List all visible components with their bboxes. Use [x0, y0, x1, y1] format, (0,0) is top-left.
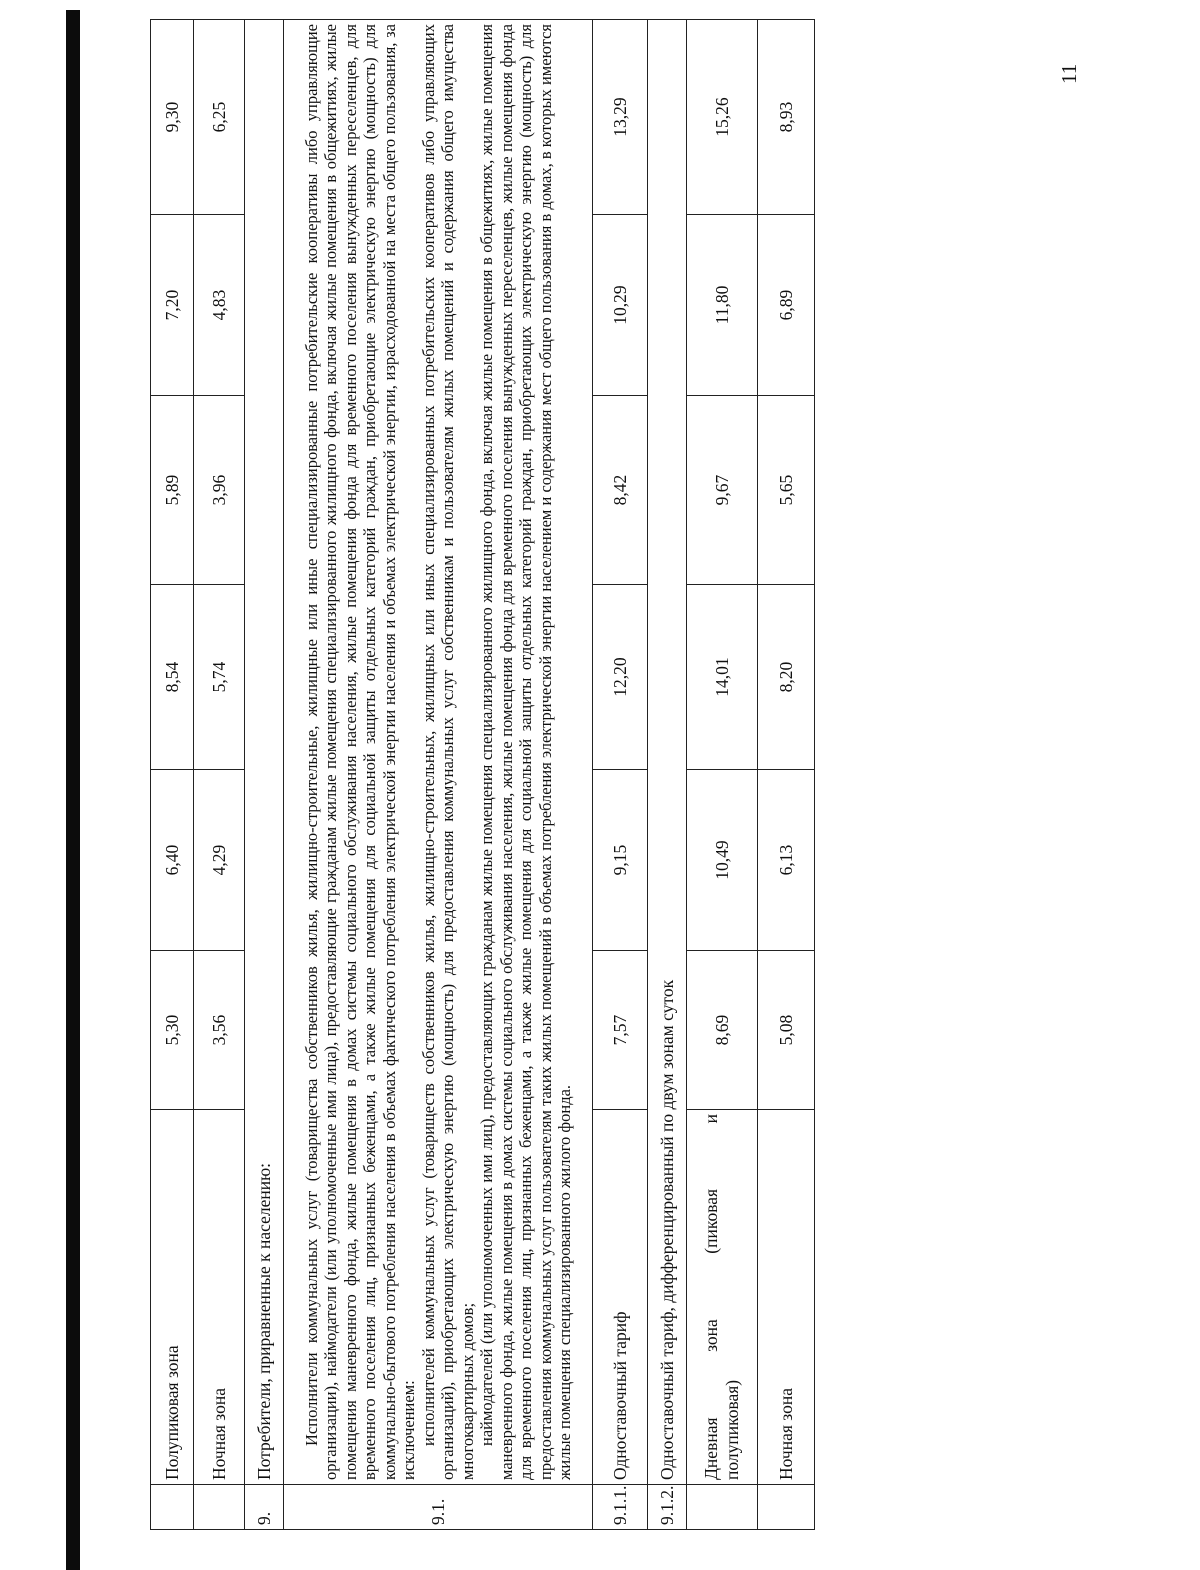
section-title: Потребители, приравненные к населению:: [245, 20, 284, 1485]
tariff-value: 14,01: [687, 585, 758, 770]
row-code-cell: [151, 1485, 194, 1530]
tariff-value: 5,65: [758, 396, 815, 585]
single-rate-label: Одноставочный тариф: [593, 1110, 648, 1485]
section-code: 9.: [245, 1485, 284, 1530]
tariff-value: 9,30: [151, 20, 194, 215]
tariff-value: 15,26: [687, 20, 758, 215]
scan-edge-bar: [66, 10, 80, 1570]
day-zone-label-line2: полупиковая): [722, 1379, 742, 1480]
table-row-day-zone: [687, 20, 758, 1530]
tariff-value: 7,20: [151, 215, 194, 396]
tariff-value: 4,83: [194, 215, 245, 396]
tariff-value: 10,29: [593, 215, 648, 396]
tariff-value: 13,29: [593, 20, 648, 215]
day-zone-label-line1: Дневная зона (пиковая и: [701, 1114, 721, 1480]
table-row-night-zone: [758, 20, 815, 1530]
tariff-value: 6,13: [758, 770, 815, 951]
table-row-two-zone-header: [648, 20, 687, 1530]
tariff-value: 9,15: [593, 770, 648, 951]
row-code-cell: 9.1.2.: [648, 1485, 687, 1530]
row-code-cell: [758, 1485, 815, 1530]
row-code-cell: [687, 1485, 758, 1530]
tariff-value: 8,69: [687, 951, 758, 1110]
description-paragraph: наймодателей (или уполномоченных ими лиц), предоставляющих гражданам жилые помещения специализированного жилищного фонда, включая жилые помещения в общежитиях, жилые помещения маневренного фонда, жилые помещения в домах системы социального обслуживания населения, жилые помещения фонда для временного поселения вынужденных переселенцев, жилые помещения фонда для временного поселения лиц, признанных беженцами, а также жилые помещения для социальной защиты отдельных категорий граждан, приобретающих электрическую энергию (мощность) для предоставления коммунальных услуг пользователям таких жилых помещений в объемах потребления электрической энергии населением и содержания мест общего пользования в домах, в которых имеются жилые помещения специализированного жилого фонда.: [477, 24, 574, 1480]
tariff-value: 5,74: [194, 585, 245, 770]
tariff-value: 4,29: [194, 770, 245, 951]
tariff-value: 10,49: [687, 770, 758, 951]
two-zone-title: Одноставочный тариф, дифференцированный по двум зонам суток: [648, 20, 687, 1485]
tariff-value: 3,56: [194, 951, 245, 1110]
tariff-value: 8,93: [758, 20, 815, 215]
page-number: 11: [1057, 63, 1081, 84]
zone-label-semi-peak: Полупиковая зона: [151, 1110, 194, 1485]
tariff-value: 5,89: [151, 396, 194, 585]
section-description: [284, 20, 593, 1485]
rotated-page: [150, 20, 796, 1530]
tariff-value: 5,30: [151, 951, 194, 1110]
tariff-value: 6,89: [758, 215, 815, 396]
tariff-table: [150, 19, 815, 1530]
zone-label-night: Ночная зона: [758, 1110, 815, 1485]
description-paragraph: исполнителей коммунальных услуг (товариществ собственников жилья, жилищно-строительных, жилищных или иных специализированных потребительских кооперативов либо управляющих организаций), приобретающих электрическую энергию (мощность) для предоставления коммунальных услуг собственникам и пользователям жилых помещений и содержания общего имущества многоквартирных домов;: [418, 24, 477, 1480]
table-row-single-rate: [593, 20, 648, 1530]
tariff-value: 8,54: [151, 585, 194, 770]
row-code-cell: 9.1.1.: [593, 1485, 648, 1530]
description-paragraph: Исполнители коммунальных услуг (товарищества собственников жилья, жилищно-строительные, жилищные или иные специализированные потребительские кооперативы либо управляющие организации), наймодатели (или уполномоченные ими лица), предоставляющие гражданам жилые помещения специализированного жилищного фонда, включая жилые помещения в общежитиях, жилые помещения маневренного фонда, жилые помещения в домах системы социального обслуживания населения, жилые помещения фонда для временного поселения вынужденных переселенцев, для временного поселения лиц, признанных беженцами, а также жилые помещения для социальной защиты отдельных категорий граждан, приобретающие электрическую энергию (мощность) для коммунально-бытового потребления населения в объемах фактического потребления электрической энергии населения и объемах электрической энергии, израсходованной на места общего пользования, за исключением:: [301, 24, 418, 1480]
table-row-semi-peak-zone: [151, 20, 194, 1530]
tariff-value: 3,96: [194, 396, 245, 585]
table-row-section-9-1: [284, 20, 593, 1530]
tariff-value: 11,80: [687, 215, 758, 396]
tariff-value: 9,67: [687, 396, 758, 585]
row-code-cell: [194, 1485, 245, 1530]
tariff-value: 8,20: [758, 585, 815, 770]
tariff-value: 6,40: [151, 770, 194, 951]
tariff-value: 12,20: [593, 585, 648, 770]
section-code: 9.1.: [284, 1485, 593, 1530]
zone-label-night: Ночная зона: [194, 1110, 245, 1485]
table-row-night-zone-top: [194, 20, 245, 1530]
tariff-value: 8,42: [593, 396, 648, 585]
tariff-value: 6,25: [194, 20, 245, 215]
tariff-value: 5,08: [758, 951, 815, 1110]
day-zone-label: [687, 1110, 758, 1485]
tariff-value: 7,57: [593, 951, 648, 1110]
table-row-section-9: [245, 20, 284, 1530]
